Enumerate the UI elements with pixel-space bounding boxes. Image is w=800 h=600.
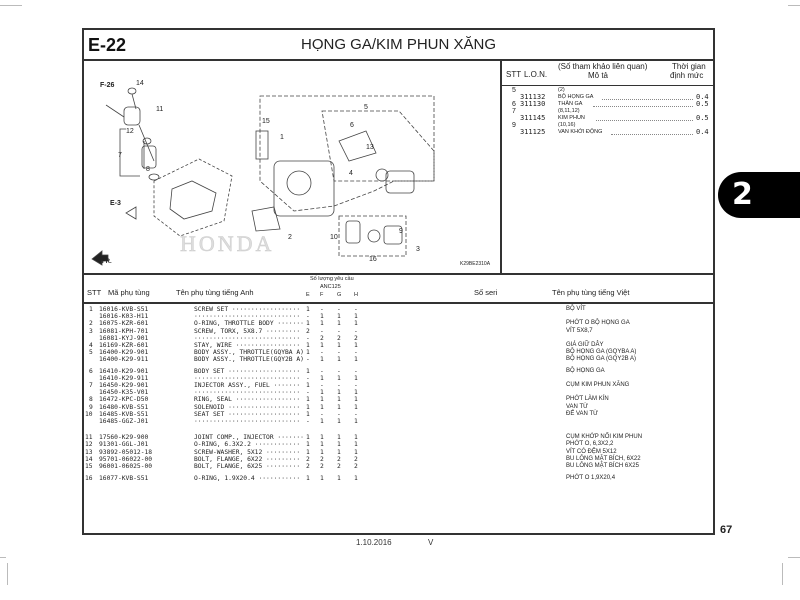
row-part-number: 95701-06022-00 [99, 455, 153, 463]
row-stt: 16 [85, 475, 93, 483]
diagram-svg [84, 61, 500, 273]
row-stt: 3 [89, 327, 93, 335]
ref-time: 0.5 [696, 114, 709, 122]
row-qty: - [337, 382, 341, 389]
row-name-en: SOLENOID ··················· [194, 403, 301, 411]
ref-stt: 7 [512, 108, 516, 115]
parts-row [84, 456, 713, 463]
parts-row [84, 418, 713, 425]
row-name-vn: BỘ HỌNG GA (GQY2B A) [566, 356, 637, 363]
row-part-number: 16075-KZR-601 [99, 320, 149, 328]
reference-row [502, 101, 713, 108]
row-name-vn: PHỚT O 1,9X20,4 [566, 475, 616, 482]
row-name-vn: BU LÔNG MẶT BÍCH 6X25 [566, 463, 639, 469]
ref-desc-header: Mô tả [588, 71, 609, 80]
ref-desc: (10,16) [558, 122, 576, 128]
ref-desc: VAN KHỞI ĐỘNG [558, 129, 603, 135]
parts-row [84, 396, 713, 403]
qty-col-header: H [354, 292, 358, 298]
row-qty: 1 [337, 448, 341, 456]
row-qty: - [354, 410, 358, 418]
name-vn-header: Tên phụ tùng tiếng Việt [552, 288, 630, 297]
qty-col-header: G [337, 292, 342, 298]
row-qty: 1 [354, 389, 358, 397]
row-qty: 2 [320, 463, 324, 470]
page-frame [82, 28, 715, 535]
row-qty: - [306, 313, 310, 321]
row-qty: 1 [320, 320, 324, 328]
row-name-en: SCREW-WASHER, 5X12 ········· [194, 448, 301, 456]
crop-mark [788, 5, 800, 6]
row-qty: 1 [320, 475, 324, 483]
row-part-number: 16016-KVB-S51 [99, 306, 149, 313]
row-name-en: SEAT SET ··················· [194, 410, 301, 418]
callout: E-3 [110, 200, 121, 207]
parts-table-header [84, 273, 713, 304]
bolt-14-shape [128, 88, 136, 94]
row-qty: - [354, 349, 358, 357]
row-stt: 14 [85, 455, 93, 463]
row-qty: - [320, 327, 324, 335]
row-qty: - [337, 367, 341, 375]
row-qty: 1 [320, 441, 324, 449]
row-name-en: BODY ASSY., THROTTLE(GQY2B A) [194, 356, 304, 364]
seat-set-shape [346, 221, 360, 243]
row-name-en: SCREW, TORX, 5X8.7 ········· [194, 327, 301, 335]
row-qty: 2 [354, 463, 358, 470]
ref-lon-header: L.O.N. [524, 70, 548, 79]
parts-row [84, 306, 713, 313]
row-stt: 8 [89, 396, 93, 404]
ref-time: 0.4 [696, 93, 709, 101]
reference-rows [502, 87, 713, 136]
row-qty: 1 [306, 434, 310, 442]
callout: 1 [280, 134, 284, 141]
row-qty: 2 [306, 327, 310, 335]
row-qty: 1 [320, 403, 324, 411]
row-part-number: 96001-06025-00 [99, 463, 153, 470]
row-qty: 2 [337, 334, 341, 342]
row-name-vn: BỘ VÍT [566, 306, 586, 312]
row-qty: - [320, 410, 324, 418]
callout: 8 [146, 166, 150, 173]
row-qty: - [354, 327, 358, 335]
parts-row [84, 463, 713, 470]
ref-desc: (8,11,12) [558, 108, 580, 114]
row-name-vn: GIÁ GIỮ DÂY [566, 342, 604, 348]
row-name-en: O-RING, 6.3X2.2 ············ [194, 441, 301, 449]
manifold-outline [154, 159, 232, 236]
row-name-en: ···························· [194, 418, 301, 425]
parts-row [84, 335, 713, 342]
parts-row [84, 375, 713, 382]
diagram-ref-code: K29BE2310A [460, 261, 491, 267]
ref-time-top: Thời gian [672, 62, 706, 71]
row-name-en: O-RING, THROTTLE BODY ······· [194, 320, 304, 328]
ref-time-header: định mức [670, 71, 704, 80]
row-part-number: 16450-K35-V01 [99, 389, 149, 397]
row-name-en: BOLT, FLANGE, 6X22 ········· [194, 455, 301, 463]
ref-time: 0.5 [696, 100, 709, 108]
row-qty: - [354, 367, 358, 375]
row-stt: 10 [85, 410, 93, 418]
row-name-en: STAY, WIRE ················· [194, 342, 301, 349]
row-part-number: 17560-K29-900 [99, 434, 149, 442]
row-qty: 2 [337, 463, 341, 470]
row-qty: 1 [337, 389, 341, 397]
row-qty: 1 [306, 367, 310, 375]
row-qty: 1 [354, 441, 358, 449]
row-qty: 1 [320, 389, 324, 397]
parts-row [84, 368, 713, 375]
row-name-vn: BỘ HỌNG GA (GQYBA A) [566, 349, 637, 356]
row-qty: 1 [337, 434, 341, 442]
row-qty: 1 [320, 342, 324, 349]
serial-header: Số seri [474, 288, 498, 297]
row-qty: - [354, 306, 358, 313]
row-qty: 1 [337, 475, 341, 483]
ref-desc: KIM PHUN [558, 115, 585, 121]
row-qty: - [337, 327, 341, 335]
row-stt: 1 [89, 306, 93, 313]
parts-row [84, 356, 713, 363]
row-qty: 2 [320, 334, 324, 342]
row-qty: 1 [354, 434, 358, 442]
chapter-tab [718, 172, 800, 218]
row-qty: - [354, 382, 358, 389]
row-name-vn: VÍT CÓ ĐỆM 5X12 [566, 448, 617, 455]
row-name-en: BOLT, FLANGE, 6X25 ········· [194, 463, 301, 470]
row-qty: 1 [306, 441, 310, 449]
name-en-header: Tên phụ tùng tiếng Anh [176, 288, 254, 297]
row-qty: 1 [354, 396, 358, 404]
row-qty: 1 [306, 320, 310, 328]
row-qty: 1 [320, 356, 324, 364]
callout: 13 [366, 144, 374, 151]
callout: 11 [156, 106, 164, 113]
row-part-number: 16077-KVB-S51 [99, 475, 149, 483]
row-part-number: 16081-KYJ-901 [99, 334, 149, 342]
row-qty: - [306, 334, 310, 342]
row-qty: 1 [354, 374, 358, 382]
qty-header: Số lượng yêu cầu [310, 276, 354, 282]
parts-row [84, 320, 713, 327]
row-qty: 1 [337, 403, 341, 411]
row-qty: 1 [306, 448, 310, 456]
row-stt: 15 [85, 463, 93, 470]
o-ring-2-shape [252, 207, 280, 231]
row-qty: 1 [320, 313, 324, 321]
parts-row [84, 382, 713, 389]
row-stt: 9 [89, 403, 93, 411]
row-stt: 13 [85, 448, 93, 456]
row-name-vn: BU LÔNG MẶT BÍCH, 6X22 [566, 455, 641, 462]
callout: 5 [364, 104, 368, 111]
ref-stt: 5 [512, 87, 516, 94]
row-part-number: 16016-K03-H11 [99, 313, 149, 321]
ref-desc: THÂN GA [558, 101, 583, 107]
row-qty: 2 [354, 455, 358, 463]
row-qty: 1 [306, 410, 310, 418]
row-qty: - [337, 410, 341, 418]
exploded-diagram [84, 61, 502, 273]
row-qty: 1 [320, 448, 324, 456]
row-qty: 1 [354, 320, 358, 328]
manifold-shape [170, 181, 216, 219]
row-qty: 1 [354, 342, 358, 349]
callout: 3 [416, 246, 420, 253]
row-qty: 1 [337, 320, 341, 328]
row-stt: 11 [85, 434, 93, 442]
ref-lon: 311145 [520, 114, 546, 122]
part-no-header: Mã phụ tùng [108, 288, 150, 297]
row-qty: 1 [320, 434, 324, 442]
row-qty: - [306, 356, 310, 364]
parts-row [84, 411, 713, 418]
crop-mark [0, 557, 6, 558]
row-qty: - [306, 418, 310, 425]
row-qty: 1 [337, 418, 341, 425]
row-qty: 2 [306, 455, 310, 463]
row-stt: 12 [85, 441, 93, 449]
ref-desc-top: (Số tham khảo liên quan) [558, 62, 648, 71]
row-name-en: JOINT COMP., INJECTOR ······· [194, 434, 304, 442]
row-name-en: ···························· [194, 313, 301, 321]
row-qty: 1 [306, 396, 310, 404]
row-qty: 1 [354, 403, 358, 411]
row-name-vn: CỤM KIM PHUN XĂNG [566, 382, 630, 388]
row-qty: 1 [354, 313, 358, 321]
stt-header: STT [87, 288, 102, 297]
row-stt: 5 [89, 349, 93, 357]
callout: 4 [349, 170, 353, 177]
parts-row [84, 441, 713, 448]
row-part-number: 16485-GGZ-J01 [99, 418, 149, 425]
row-name-en: ···························· [194, 374, 301, 382]
row-qty: 1 [337, 396, 341, 404]
row-qty: 2 [320, 455, 324, 463]
solenoid-housing-shape [386, 171, 414, 193]
callout: 6 [350, 122, 354, 129]
parts-row [84, 389, 713, 396]
reference-panel [502, 61, 713, 273]
parts-row [84, 434, 713, 441]
leader-dots [602, 94, 693, 100]
row-name-vn: PHỚT LÀM KÍN [566, 396, 609, 403]
row-part-number: 16081-KPH-701 [99, 327, 149, 335]
row-qty: 2 [354, 334, 358, 342]
row-name-vn: VAN TỪ [566, 403, 589, 410]
row-qty: 1 [306, 382, 310, 389]
footer-version: V [428, 538, 434, 547]
row-qty: 1 [337, 356, 341, 364]
ref-lon: 311125 [520, 128, 546, 136]
row-qty: 1 [354, 356, 358, 364]
row-qty: 1 [306, 306, 310, 313]
row-name-en: BODY SET ··················· [194, 367, 301, 375]
row-qty: - [337, 349, 341, 357]
reference-row [502, 115, 713, 122]
page-number: 67 [720, 524, 733, 536]
leader-dots [611, 129, 693, 135]
row-part-number: 16400-K29-911 [99, 356, 149, 364]
row-qty: - [320, 349, 324, 357]
row-stt: 7 [89, 382, 93, 389]
row-name-en: BODY ASSY., THROTTLE(GQYBA A) [194, 349, 304, 357]
callout: FR. [102, 259, 112, 265]
row-qty: 1 [354, 418, 358, 425]
row-qty: 1 [337, 374, 341, 382]
footer-date: 1.10.2016 [356, 538, 392, 547]
row-qty: 1 [337, 441, 341, 449]
row-qty: 1 [306, 475, 310, 483]
row-part-number: 16485-KVB-S51 [99, 410, 149, 418]
row-part-number: 16400-K29-901 [99, 349, 149, 357]
row-qty: 1 [320, 418, 324, 425]
row-part-number: 16169-KZR-601 [99, 342, 149, 349]
row-qty: - [306, 389, 310, 397]
screw-set-shape [256, 131, 268, 159]
ref-desc: (2) [558, 87, 565, 93]
parts-row [84, 404, 713, 411]
row-name-en: INJECTOR ASSY., FUEL ······· [194, 382, 301, 389]
callout: 9 [399, 228, 403, 235]
row-qty: 1 [306, 342, 310, 349]
parts-row [84, 342, 713, 349]
row-name-en: O-RING, 1.9X20.4 ··········· [194, 475, 301, 483]
assembly-5-box [260, 96, 434, 211]
callout: 16 [369, 256, 377, 263]
row-qty: 1 [337, 313, 341, 321]
row-qty: 1 [306, 349, 310, 357]
crop-mark [7, 563, 8, 585]
row-qty: - [337, 306, 341, 313]
row-qty: 2 [306, 463, 310, 470]
ref-stt-header: STT [506, 70, 522, 79]
row-part-number: 16480-KVB-S51 [99, 403, 149, 411]
row-part-number: 93892-05012-18 [99, 448, 153, 456]
honda-watermark: HONDA [180, 231, 275, 256]
leader-dots [596, 115, 693, 121]
page-header [84, 30, 713, 61]
callout: F-26 [100, 82, 115, 89]
crop-mark [782, 563, 783, 585]
crop-mark [788, 557, 800, 558]
row-name-vn: ĐẾ VAN TỪ [566, 410, 599, 417]
row-name-vn: CỤM KHỚP NỐI KIM PHUN [566, 434, 643, 441]
section-code: E-22 [88, 35, 127, 55]
parts-row [84, 475, 713, 482]
reference-header [502, 61, 713, 86]
row-qty: - [320, 382, 324, 389]
chapter-number: 2 [732, 177, 753, 212]
row-name-vn: VÍT 5X8,7 [566, 327, 593, 334]
page-title: HỌNG GA/KIM PHUN XĂNG [300, 36, 497, 53]
model-header: ANC125 [320, 284, 341, 290]
ref-stt: 6 [512, 101, 516, 108]
ref-desc: BỘ HỌNG GA [558, 94, 594, 100]
row-qty: 2 [337, 455, 341, 463]
callout: 15 [262, 118, 270, 125]
qty-col-header: F [320, 292, 324, 298]
leader-dots [593, 101, 693, 107]
callout: 14 [136, 80, 144, 87]
callout: 2 [288, 234, 292, 241]
parts-row [84, 328, 713, 335]
row-name-en: RING, SEAL ················· [194, 396, 301, 404]
row-qty: 1 [337, 342, 341, 349]
reference-row [502, 129, 713, 136]
crop-mark [0, 5, 22, 6]
row-name-en: ···························· [194, 389, 301, 397]
row-part-number: 16410-K29-911 [99, 374, 149, 382]
callout: 7 [118, 152, 122, 159]
callout: 12 [126, 128, 134, 135]
ref-stt: 9 [512, 122, 516, 129]
row-qty: 1 [306, 403, 310, 411]
callout: 10 [330, 234, 338, 241]
row-stt: 6 [89, 367, 93, 375]
row-part-number: 16450-K29-901 [99, 382, 149, 389]
row-qty: 1 [354, 448, 358, 456]
assembly-9-box [339, 216, 406, 256]
joint-shape [124, 107, 140, 125]
row-qty: 1 [320, 396, 324, 404]
row-qty: 1 [354, 475, 358, 483]
ref-lon: 311130 [520, 100, 546, 108]
row-qty: - [320, 367, 324, 375]
row-part-number: 16410-K29-901 [99, 367, 149, 375]
ref-lon: 311132 [520, 93, 546, 101]
row-qty: - [320, 306, 324, 313]
row-part-number: 91301-GGL-J01 [99, 441, 149, 449]
parts-row [84, 449, 713, 456]
throttle-body-shape [274, 161, 334, 216]
ref-time: 0.4 [696, 128, 709, 136]
qty-col-header: E [306, 292, 310, 298]
row-name-vn: PHỚT O, 6,3X2,2 [566, 441, 614, 448]
row-name-vn: BỘ HỌNG GA [566, 367, 605, 374]
row-name-en: ···························· [194, 334, 301, 342]
row-name-en: SCREW SET ·················· [194, 306, 301, 313]
row-stt: 2 [89, 320, 93, 328]
row-qty: 1 [320, 374, 324, 382]
row-part-number: 16472-KPC-D50 [99, 396, 149, 404]
row-qty: - [306, 374, 310, 382]
row-stt: 4 [89, 342, 93, 349]
row-name-vn: PHỚT O BỘ HỌNG GA [566, 320, 630, 327]
